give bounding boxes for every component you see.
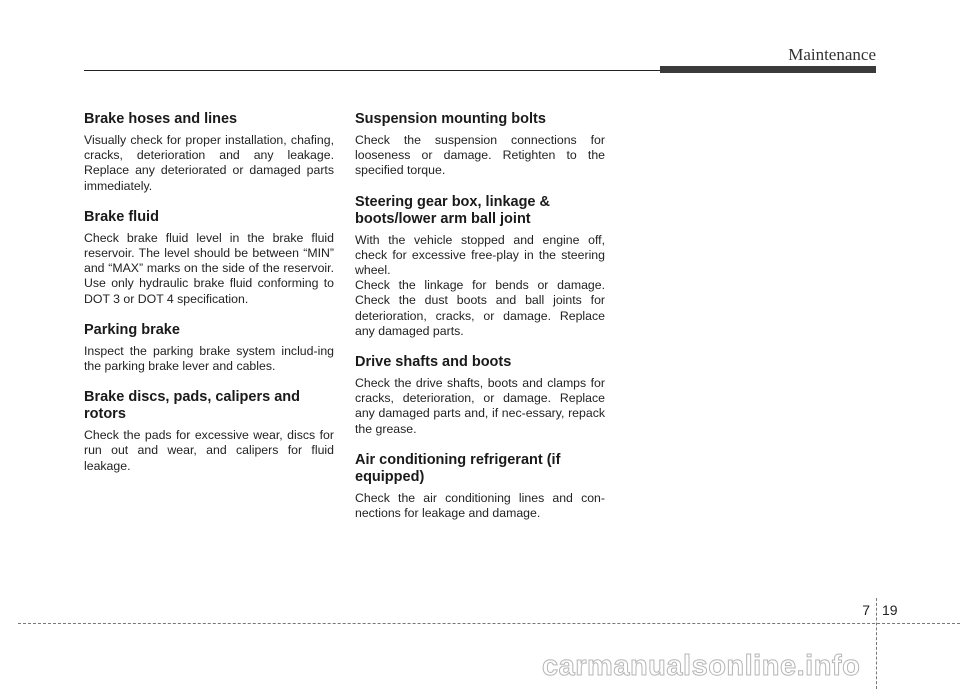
section-paragraph: Check the linkage for bends or damage. Check the dust boots and ball joints for deterioration, cracks, or damage. Replace any damaged parts. [355,278,605,338]
section-paragraph: With the vehicle stopped and engine off, check for excessive free-play in the steering wheel. [355,232,605,278]
section-paragraph: Check the pads for excessive wear, discs for run out and wear, and calipers for fluid leakage. [84,428,334,473]
left-column [84,111,334,489]
page-number: 19 [882,602,898,618]
section-paragraph: Check the suspension connections for looseness or damage. Retighten to the specified torque. [355,133,605,178]
section-heading: Suspension mounting bolts [355,111,546,127]
chapter-number: 7 [862,602,870,618]
section-suspension-bolts [355,111,605,179]
section-steering-gear [355,194,605,339]
section-paragraph: Inspect the parking brake system includ-ing the parking brake lever and cables. [84,343,334,374]
section-parking-brake [84,322,334,374]
section-heading: Brake hoses and lines [84,111,238,127]
section-brake-hoses [84,111,334,194]
section-paragraph: Check the drive shafts, boots and clamps for cracks, deterioration, or damage. Replace any damaged parts and, if nec-essary, repack the grease. [355,376,605,436]
header-rule-thick [660,66,876,73]
section-brake-discs [84,389,334,474]
section-heading: Air conditioning refrigerant (if equipped) [355,451,561,485]
section-heading: Steering gear box, linkage & boots/lower arm ball joint [355,193,550,227]
section-paragraph: Check brake fluid level in the brake fluid reservoir. The level should be between “MIN” and “MAX” marks on the side of the reservoir. Use only hydraulic brake fluid conforming to DOT 3 or DOT 4 specification. [84,230,334,306]
page-header-title: Maintenance [788,45,876,64]
header-rule-thin [84,70,660,71]
right-column [355,111,605,536]
footer-dashed-rule [18,623,960,624]
section-paragraph: Visually check for proper installation, chafing, cracks, deterioration and any leakage. Replace any deteriorated or damaged parts immediately. [84,133,334,193]
footer-vertical-dashed-rule [876,598,877,689]
section-heading: Drive shafts and boots [355,354,512,371]
section-paragraph: Check the air conditioning lines and con-nections for leakage and damage. [355,490,605,521]
section-heading: Parking brake [84,321,180,338]
section-heading: Brake fluid [84,208,159,225]
section-heading: Brake discs, pads, calipers and rotors [84,389,300,423]
section-brake-fluid [84,209,334,307]
watermark: carmanualsonline.info [542,650,861,682]
section-air-conditioning [355,452,605,521]
section-drive-shafts [355,354,605,437]
